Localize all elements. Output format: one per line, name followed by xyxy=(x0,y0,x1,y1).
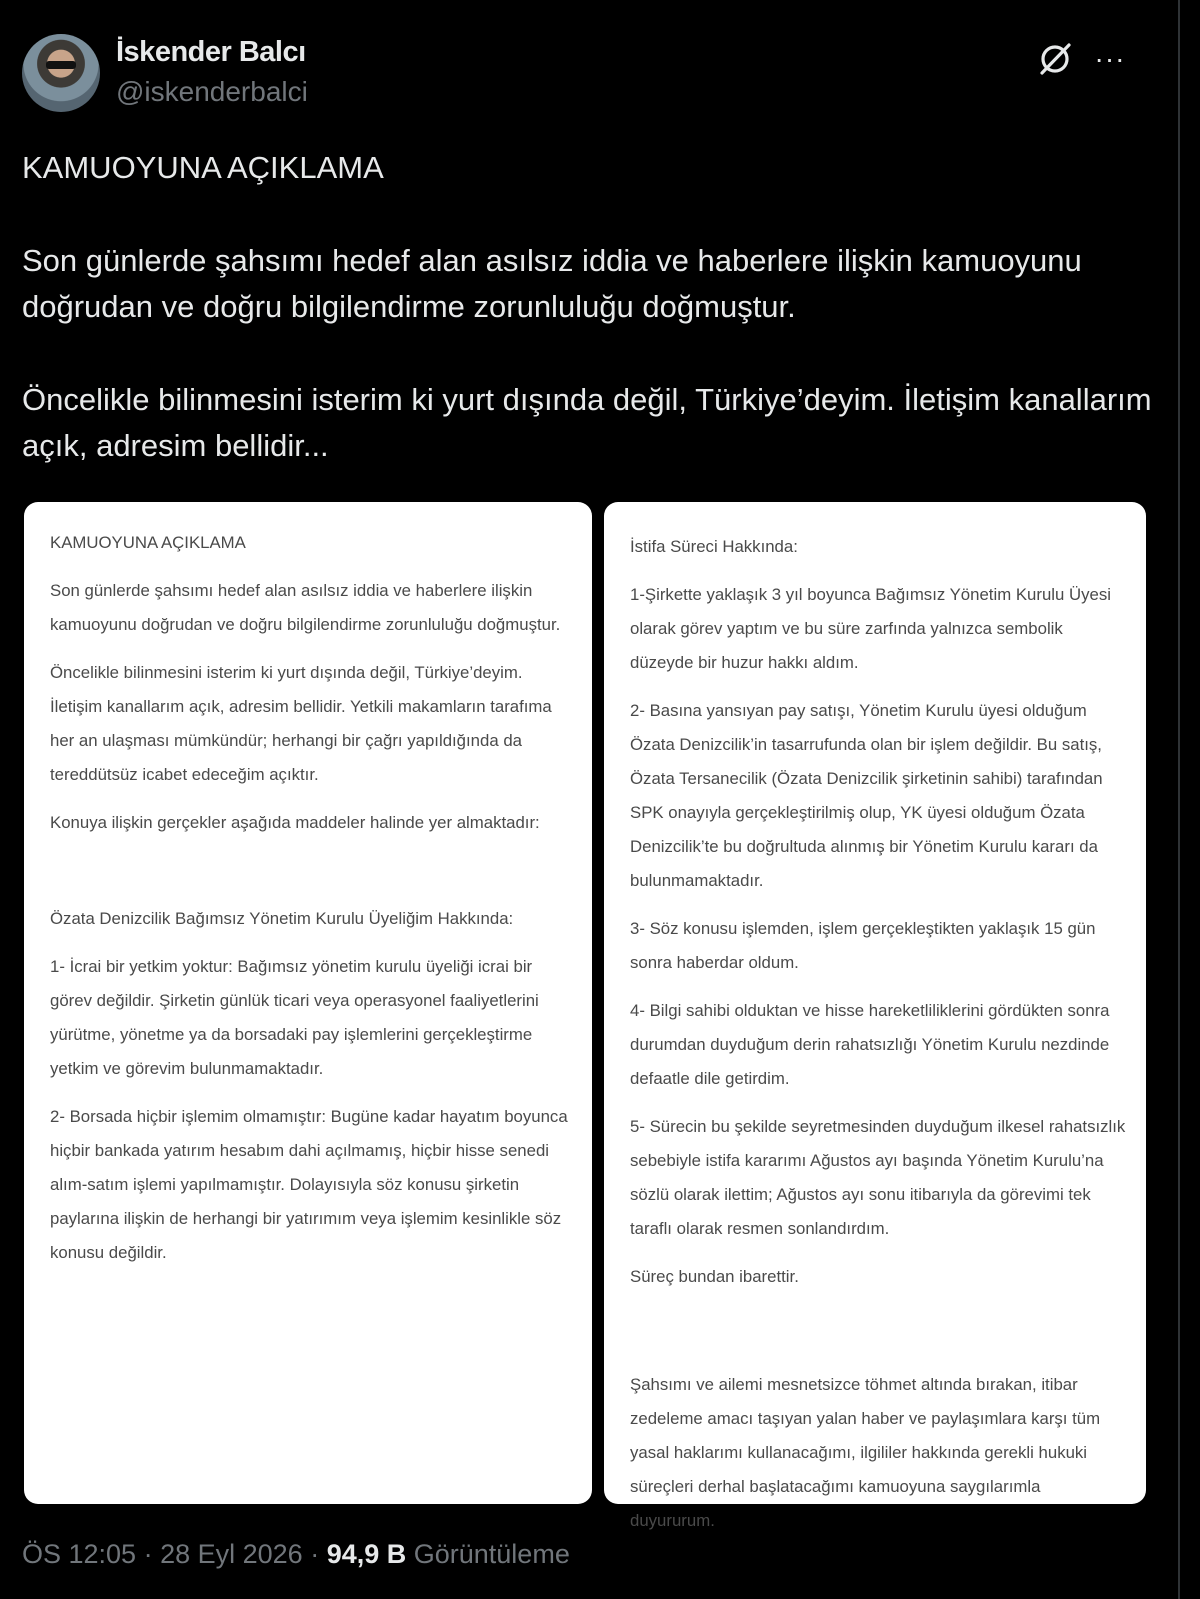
image-paragraph: 5- Sürecin bu şekilde seyretmesinden duyduğum ilkesel rahatsızlık sebebiyle istifa kararımı Ağustos ayı başında Yönetim Kurulu’na sözlü olarak ilettim; Ağustos ayı sonu itibarıyla da görevimi tek taraflı olarak resmen sonlandırdım. xyxy=(630,1117,1126,1238)
image-paragraph: 2- Borsada hiçbir işlemim olmamıştır: Bugüne kadar hayatım boyunca hiçbir bankada yatırım hesabım dahi açılmamış, hiçbir hisse senedi alım-satım işlemi yapılmamıştır. Dolayısıyla söz konusu şirketin paylarına ilişkin de herhangi bir yatırımım veya işlemim kesinlikle söz konusu değildir. xyxy=(50,1107,568,1262)
separator: · xyxy=(136,1539,161,1569)
tweet-date[interactable]: 28 Eyl 2026 xyxy=(160,1539,303,1569)
tweet-paragraph: Son günlerde şahsımı hedef alan asılsız iddia ve haberlere ilişkin kamuoyunu doğrudan ve doğru bilgilendirme zorunluluğu doğmuştur. xyxy=(22,243,1082,324)
grok-icon[interactable] xyxy=(1036,40,1074,78)
image-text-body xyxy=(50,526,574,1284)
user-handle[interactable]: @iskenderbalci xyxy=(116,76,308,107)
image-paragraph: Şahsımı ve ailemi mesnetsizce töhmet altında bırakan, itibar zedeleme amacı taşıyan yalan haber ve paylaşımlara karşı tüm yasal haklarımı kullanacağımı, ilgililer hakkında gerekli hukuki süreçleri derhal başlatacağımı kamuoyuna saygılarımla duyururum. xyxy=(630,1375,1101,1530)
views-count: 94,9 B xyxy=(326,1539,407,1569)
image-paragraph: Süreç bundan ibarettir. xyxy=(630,1267,799,1286)
tweet-meta xyxy=(22,1539,570,1570)
image-paragraph: 4- Bilgi sahibi olduktan ve hisse hareketliliklerini gördükten sonra durumdan duyduğum derin rahatsızlığı Yönetim Kurulu nezdinde defaatle dile getirdim. xyxy=(630,1001,1110,1088)
views-label: Görüntüleme xyxy=(406,1539,570,1569)
avatar-sunglasses xyxy=(46,61,76,69)
image-paragraph: Özata Denizcilik Bağımsız Yönetim Kurulu Üyeliğim Hakkında: xyxy=(50,909,514,928)
image-title: İstifa Süreci Hakkında: xyxy=(630,537,798,556)
image-paragraph: 3- Söz konusu işlemden, işlem gerçekleştikten yaklaşık 15 gün sonra haberdar oldum. xyxy=(630,919,1096,972)
separator: · xyxy=(302,1539,327,1569)
image-paragraph: Öncelikle bilinmesini isterim ki yurt dışında değil, Türkiye’deyim. İletişim kanallarım açık, adresim bellidir. Yetkili makamların tarafıma her an ulaşması mümkündür; herhangi bir çağrı yapıldığında da tereddütsüz icabet edeceğim açıktır. xyxy=(50,663,552,784)
image-paragraph: 2- Basına yansıyan pay satışı, Yönetim Kurulu üyesi olduğum Özata Denizcilik’in tasarrufunda olan bir işlem değildir. Bu satış, Özata Tersanecilik (Özata Denizcilik şirketinin sahibi) tarafından SPK onayıyla gerçekleştirilmiş olup, YK üyesi olduğum Özata Denizcilik’te bu doğrultuda alınmış bir Yönetim Kurulu kararı da bulunmamaktadır. xyxy=(630,701,1103,890)
avatar[interactable] xyxy=(22,34,100,112)
attached-image-statement-1[interactable] xyxy=(24,502,592,1504)
attached-image-statement-2[interactable] xyxy=(604,502,1146,1530)
image-text-body xyxy=(630,530,1128,1552)
more-icon[interactable]: ··· xyxy=(1094,43,1126,74)
image-title: KAMUOYUNA AÇIKLAMA xyxy=(50,533,246,552)
column-border xyxy=(1178,0,1180,1599)
tweet-paragraph: KAMUOYUNA AÇIKLAMA xyxy=(22,150,384,185)
image-paragraph: 1-Şirkette yaklaşık 3 yıl boyunca Bağımsız Yönetim Kurulu Üyesi olarak görev yaptım ve bu süre zarfında yalnızca sembolik düzeyde bir huzur hakkı aldım. xyxy=(630,585,1111,672)
tweet-paragraph: Öncelikle bilinmesini isterim ki yurt dışında değil, Türkiye’deyim. İletişim kanallarım açık, adresim bellidir... xyxy=(22,382,1152,463)
image-paragraph: Son günlerde şahsımı hedef alan asılsız iddia ve haberlere ilişkin kamuoyunu doğrudan ve doğru bilgilendirme zorunluluğu doğmuştur. xyxy=(50,581,561,634)
image-paragraph: Konuya ilişkin gerçekler aşağıda maddeler halinde yer almaktadır: xyxy=(50,813,540,832)
tweet-header xyxy=(22,34,1152,114)
display-name[interactable]: İskender Balcı xyxy=(116,36,306,68)
tweet-time[interactable]: ÖS 12:05 xyxy=(22,1539,137,1569)
tweet-text xyxy=(22,145,1152,469)
image-paragraph: 1- İcrai bir yetkim yoktur: Bağımsız yönetim kurulu üyeliği icrai bir görev değildir. Şirketin günlük ticari veya operasyonel faaliyetlerini yürütme, yönetme ya da borsadaki pay işlemlerini gerçekleştirme yetkim ve görevim bulunmamaktadır. xyxy=(50,957,539,1078)
